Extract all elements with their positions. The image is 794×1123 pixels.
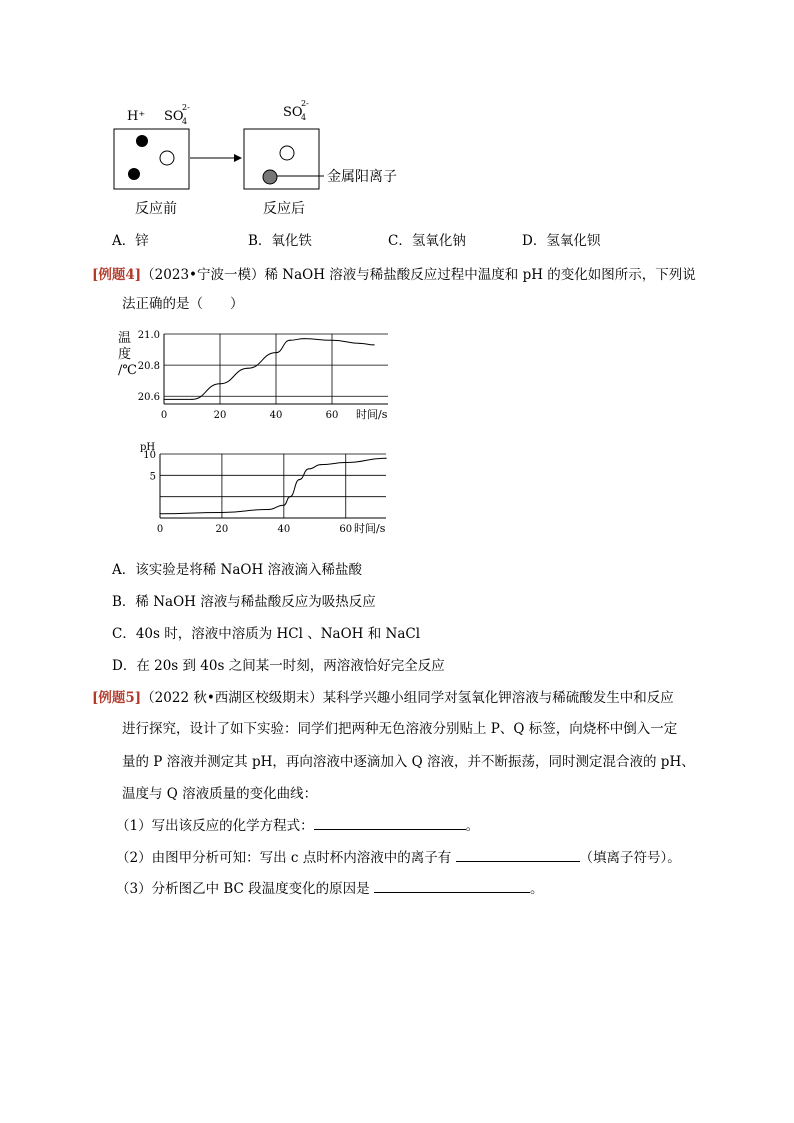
metal-cation-label: 金属阳离子 [327, 169, 397, 185]
data-point [247, 368, 248, 369]
y-tick-label: 20.6 [137, 392, 160, 404]
x-tick-label: 40 [269, 410, 283, 421]
data-point [163, 399, 164, 400]
data-point [303, 338, 304, 339]
x-tick-label: 40 [277, 524, 291, 535]
y-tick-label: 20.8 [137, 361, 160, 373]
y-axis-label: 度 [118, 347, 132, 362]
data-point [299, 479, 300, 480]
data-point [385, 458, 386, 459]
data-point [308, 468, 309, 469]
so4-ion-circle-before [160, 151, 174, 165]
so4-sub-after: 4 [301, 113, 307, 122]
data-point [219, 383, 220, 384]
data-point [289, 340, 290, 341]
option-d[interactable]: D．氢氧化钡 [522, 233, 601, 249]
example4-tag: [例题4] [92, 267, 142, 283]
x-axis-label: 时间/s [354, 522, 386, 535]
data-point [283, 505, 284, 506]
metal-cation-dot [263, 170, 277, 184]
ph-chart [130, 438, 420, 542]
so4-sub-before: 4 [182, 117, 188, 126]
x-axis-label: 时间/s [356, 408, 388, 421]
h-ion-dot-2 [128, 168, 140, 180]
example4-option-a[interactable]: A．该实验是将稀 NaOH 溶液滴入稀盐酸 [112, 562, 363, 578]
option-a[interactable]: A．锌 [112, 233, 149, 249]
so4-sup-before: 2- [182, 103, 190, 112]
example5-q3: （3）分析图乙中 BC 段温度变化的原因是 。 [116, 881, 544, 897]
x-tick-label: 20 [215, 524, 229, 535]
temperature-curve [164, 339, 374, 400]
example5-line3: 量的 P 溶液并测定其 pH，再向溶液中逐滴加入 Q 溶液，并不断振荡，同时测定混合液的 pH、 [122, 754, 695, 770]
y-axis-label: /℃ [118, 363, 137, 378]
data-point [289, 496, 290, 497]
data-point [345, 462, 346, 463]
data-point [373, 344, 374, 345]
data-point [268, 509, 269, 510]
option-c[interactable]: C．氢氧化钠 [388, 233, 466, 249]
data-point [159, 513, 160, 514]
data-point [191, 399, 192, 400]
x-tick-label: 0 [160, 410, 168, 421]
y-axis-label: pH [140, 442, 156, 453]
q2-answer-blank[interactable] [456, 849, 580, 862]
before-caption: 反应前 [135, 201, 177, 217]
data-point [221, 512, 222, 513]
so4-label-before: SO [164, 109, 184, 124]
so4-label-after: SO [283, 105, 303, 120]
example5-tag: [例题5] [92, 690, 142, 706]
ph-curve [160, 458, 386, 513]
h-ion-dot-1 [136, 135, 148, 147]
example5-q2: （2）由图甲分析可知：写出 c 点时杯内溶液中的离子有 （填离子符号）。 [116, 850, 681, 866]
reaction-diagram [100, 95, 420, 220]
example5-line4: 温度与 Q 溶液质量的变化曲线： [122, 786, 318, 802]
example5-q1: （1）写出该反应的化学方程式： 。 [116, 818, 480, 834]
y-tick-label: 10 [143, 450, 156, 461]
example4-option-c[interactable]: C．40s 时，溶液中溶质为 HCl 、NaOH 和 NaCl [112, 626, 421, 642]
y-tick-label: 21.0 [137, 330, 160, 341]
example4-option-b[interactable]: B．稀 NaOH 溶液与稀盐酸反应为吸热反应 [112, 594, 376, 610]
after-box [244, 129, 319, 189]
data-point [359, 343, 360, 344]
y-tick-label: 5 [149, 471, 156, 483]
example4-option-d[interactable]: D．在 20s 到 40s 之间某一时刻，两溶液恰好完全反应 [112, 658, 445, 674]
example5-line1: [例题5]（2022 秋•西湖区校级期末）某科学兴趣小组同学对氢氧化钾溶液与稀硫酸发生中和反应 [92, 690, 674, 706]
data-point [275, 352, 276, 353]
option-b[interactable]: B．氧化铁 [248, 233, 312, 249]
q3-answer-blank[interactable] [374, 880, 530, 893]
data-point [331, 340, 332, 341]
x-tick-label: 60 [339, 524, 353, 535]
so4-ion-circle-after [280, 146, 294, 160]
x-tick-label: 20 [213, 410, 227, 421]
q1-answer-blank[interactable] [314, 817, 466, 830]
example4-line2: 法正确的是（ ） [122, 296, 244, 312]
example4-line1: [例题4]（2023•宁波一模）稀 NaOH 溶液与稀盐酸反应过程中温度和 pH 的变化如图所示，下列说 [92, 267, 696, 283]
h-ion-label: H⁺ [127, 109, 146, 124]
y-axis-label: 温 [118, 331, 132, 346]
x-tick-label: 60 [325, 410, 339, 421]
temperature-chart [110, 322, 420, 430]
example5-line2: 进行探究，设计了如下实验：同学们把两种无色溶液分别贴上 P、Q 标签，向烧杯中倒入一定 [122, 721, 678, 737]
after-caption: 反应后 [263, 201, 305, 217]
x-tick-label: 0 [156, 524, 164, 535]
so4-sup-after: 2- [301, 99, 309, 108]
data-point [320, 464, 321, 465]
arrow-head-icon [234, 154, 242, 162]
before-box [114, 129, 189, 189]
